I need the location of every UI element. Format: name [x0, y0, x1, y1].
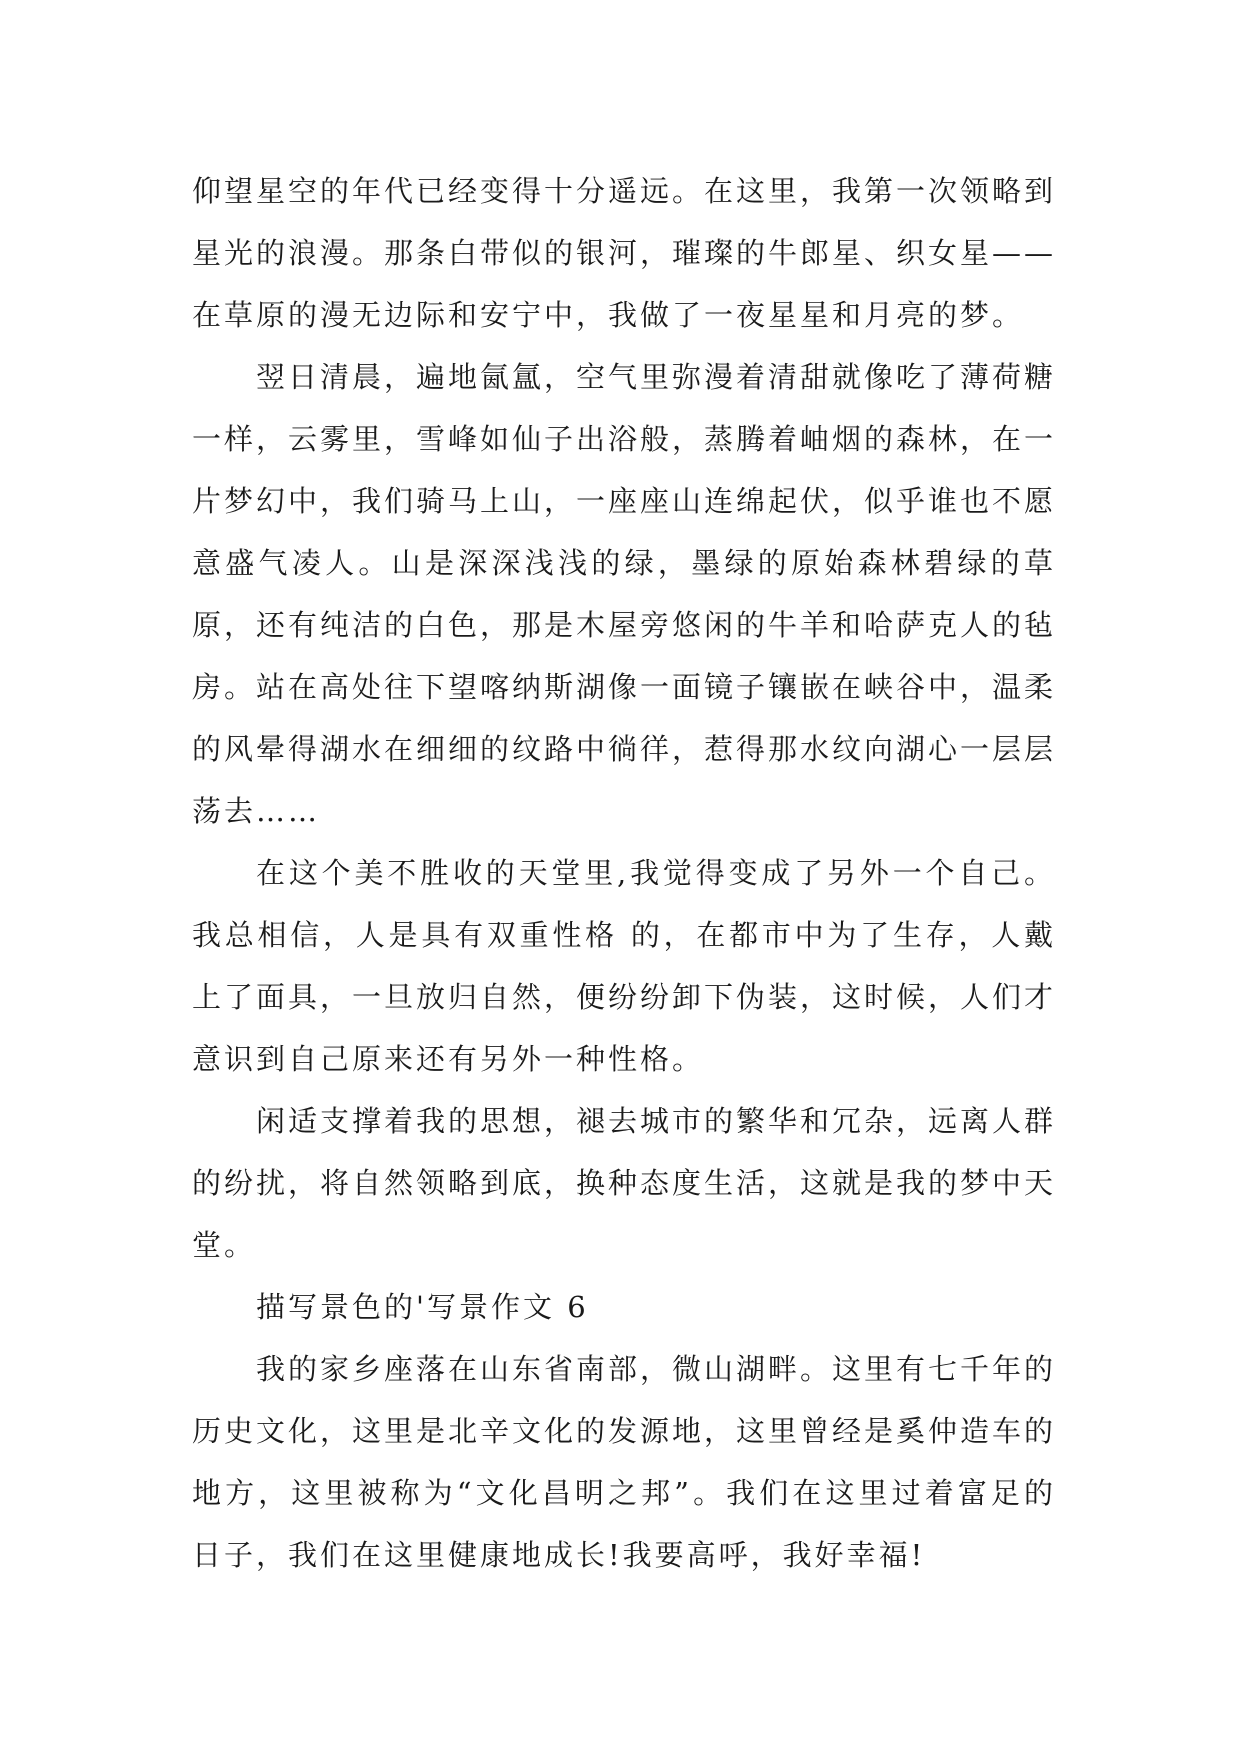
section-heading: 描写景色的'写景作文 6 [256, 1290, 589, 1324]
paragraph-3: 在这个美不胜收的天堂里,我觉得变成了另外一个自己。我总相信，人是具有双重性格 的，在都市中为了生存，人戴上了面具，一旦放归自然，便纷纷卸下伪装，这时候，人们才意识到自己原来还有另外一种性格。 [192, 856, 1057, 1076]
paragraph-4: 闲适支撑着我的思想，褪去城市的繁华和冗杂，远离人群的纷扰，将自然领略到底，换种态度生活，这就是我的梦中天堂。 [192, 1104, 1057, 1262]
paragraph-2: 翌日清晨，遍地氤氲，空气里弥漫着清甜就像吃了薄荷糖一样，云雾里，雪峰如仙子出浴般，蒸腾着岫烟的森林，在一片梦幻中，我们骑马上山，一座座山连绵起伏，似乎谁也不愿意盛气凌人。山是深深浅浅的绿，墨绿的原始森林碧绿的草原，还有纯洁的白色，那是木屋旁悠闲的牛羊和哈萨克人的毡房。站在高处往下望喀纳斯湖像一面镜子镶嵌在峡谷中，温柔的风晕得湖水在细细的纹路中徜徉，惹得那水纹向湖心一层层荡去…… [192, 360, 1057, 828]
document-page [192, 160, 1056, 1586]
paragraph-5: 我的家乡座落在山东省南部，微山湖畔。这里有七千年的历史文化，这里是北辛文化的发源地，这里曾经是奚仲造车的地方，这里被称为“文化昌明之邦”。我们在这里过着富足的日子，我们在这里健康地成长!我要高呼，我好幸福! [192, 1352, 1057, 1572]
paragraph-1: 仰望星空的年代已经变得十分遥远。在这里，我第一次领略到星光的浪漫。那条白带似的银河，璀璨的牛郎星、织女星——在草原的漫无边际和安宁中，我做了一夜星星和月亮的梦。 [192, 174, 1057, 332]
